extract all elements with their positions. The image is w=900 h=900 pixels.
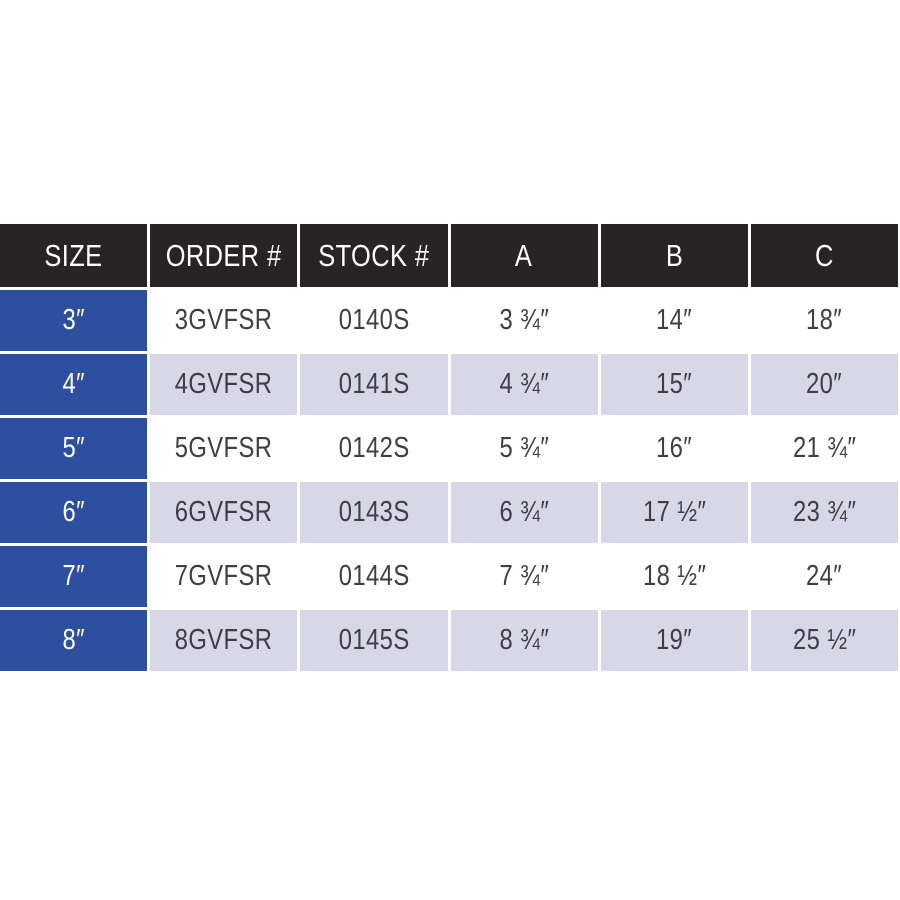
column-header-stock	[300, 224, 447, 287]
order-cell	[150, 546, 297, 607]
column-header-label: C	[815, 237, 834, 273]
dim-c-cell	[751, 546, 898, 607]
dim-a-cell	[451, 482, 598, 543]
cell-text: 0141S	[338, 368, 410, 400]
stock-cell	[300, 290, 447, 351]
dim-c-cell	[751, 354, 898, 415]
cell-text: 7GVFSR	[174, 560, 273, 592]
cell-text: 8 ¾″	[499, 624, 549, 656]
column-header-a	[451, 224, 598, 287]
column-header-b	[601, 224, 748, 287]
cell-text: 4GVFSR	[174, 368, 273, 400]
cell-text: 23 ¾″	[792, 496, 857, 528]
cell-text: 18″	[806, 304, 843, 336]
cell-text: 4″	[62, 368, 85, 400]
cell-text: 16″	[656, 432, 693, 464]
column-header-size	[0, 224, 147, 287]
cell-text: 7″	[62, 560, 85, 592]
cell-text: 0145S	[338, 624, 410, 656]
dim-b-cell	[601, 418, 748, 479]
size-cell	[0, 610, 147, 671]
order-cell	[150, 610, 297, 671]
cell-text: 5″	[62, 432, 85, 464]
cell-text: 0140S	[338, 304, 410, 336]
cell-text: 0142S	[338, 432, 410, 464]
dim-a-cell	[451, 418, 598, 479]
cell-text: 4 ¾″	[499, 368, 549, 400]
stock-cell	[300, 418, 447, 479]
cell-text: 17 ½″	[642, 496, 706, 528]
dim-b-cell	[601, 290, 748, 351]
cell-text: 6GVFSR	[174, 496, 273, 528]
spec-table	[0, 224, 898, 671]
dim-b-cell	[601, 546, 748, 607]
column-header-label: ORDER #	[165, 237, 282, 273]
stock-cell	[300, 354, 447, 415]
column-header-label: SIZE	[44, 237, 103, 273]
order-cell	[150, 418, 297, 479]
cell-text: 24″	[806, 560, 843, 592]
order-cell	[150, 354, 297, 415]
dim-c-cell	[751, 290, 898, 351]
cell-text: 6 ¾″	[499, 496, 549, 528]
cell-text: 21 ¾″	[792, 432, 857, 464]
cell-text: 5GVFSR	[174, 432, 273, 464]
cell-text: 3 ¾″	[499, 304, 549, 336]
cell-text: 6″	[62, 496, 85, 528]
dim-a-cell	[451, 546, 598, 607]
cell-text: 19″	[656, 624, 693, 656]
dim-b-cell	[601, 354, 748, 415]
column-header-order	[150, 224, 297, 287]
cell-text: 5 ¾″	[499, 432, 549, 464]
stock-cell	[300, 546, 447, 607]
order-cell	[150, 290, 297, 351]
cell-text: 14″	[656, 304, 693, 336]
dim-c-cell	[751, 610, 898, 671]
cell-text: 7 ¾″	[499, 560, 549, 592]
cell-text: 18 ½″	[642, 560, 706, 592]
size-cell	[0, 354, 147, 415]
dim-b-cell	[601, 610, 748, 671]
size-cell	[0, 290, 147, 351]
size-cell	[0, 418, 147, 479]
stock-cell	[300, 610, 447, 671]
cell-text: 0143S	[338, 496, 410, 528]
column-header-label: STOCK #	[318, 237, 430, 273]
column-header-label: B	[665, 237, 683, 273]
cell-text: 8GVFSR	[174, 624, 273, 656]
cell-text: 25 ½″	[792, 624, 857, 656]
dim-a-cell	[451, 290, 598, 351]
stock-cell	[300, 482, 447, 543]
cell-text: 8″	[62, 624, 85, 656]
cell-text: 15″	[656, 368, 693, 400]
cell-text: 3GVFSR	[174, 304, 273, 336]
size-cell	[0, 482, 147, 543]
dim-c-cell	[751, 482, 898, 543]
column-header-label: A	[515, 237, 533, 273]
dim-a-cell	[451, 610, 598, 671]
size-cell	[0, 546, 147, 607]
cell-text: 3″	[62, 304, 85, 336]
cell-text: 0144S	[338, 560, 410, 592]
cell-text: 20″	[806, 368, 843, 400]
dim-a-cell	[451, 354, 598, 415]
column-header-c	[751, 224, 898, 287]
dim-c-cell	[751, 418, 898, 479]
dim-b-cell	[601, 482, 748, 543]
order-cell	[150, 482, 297, 543]
